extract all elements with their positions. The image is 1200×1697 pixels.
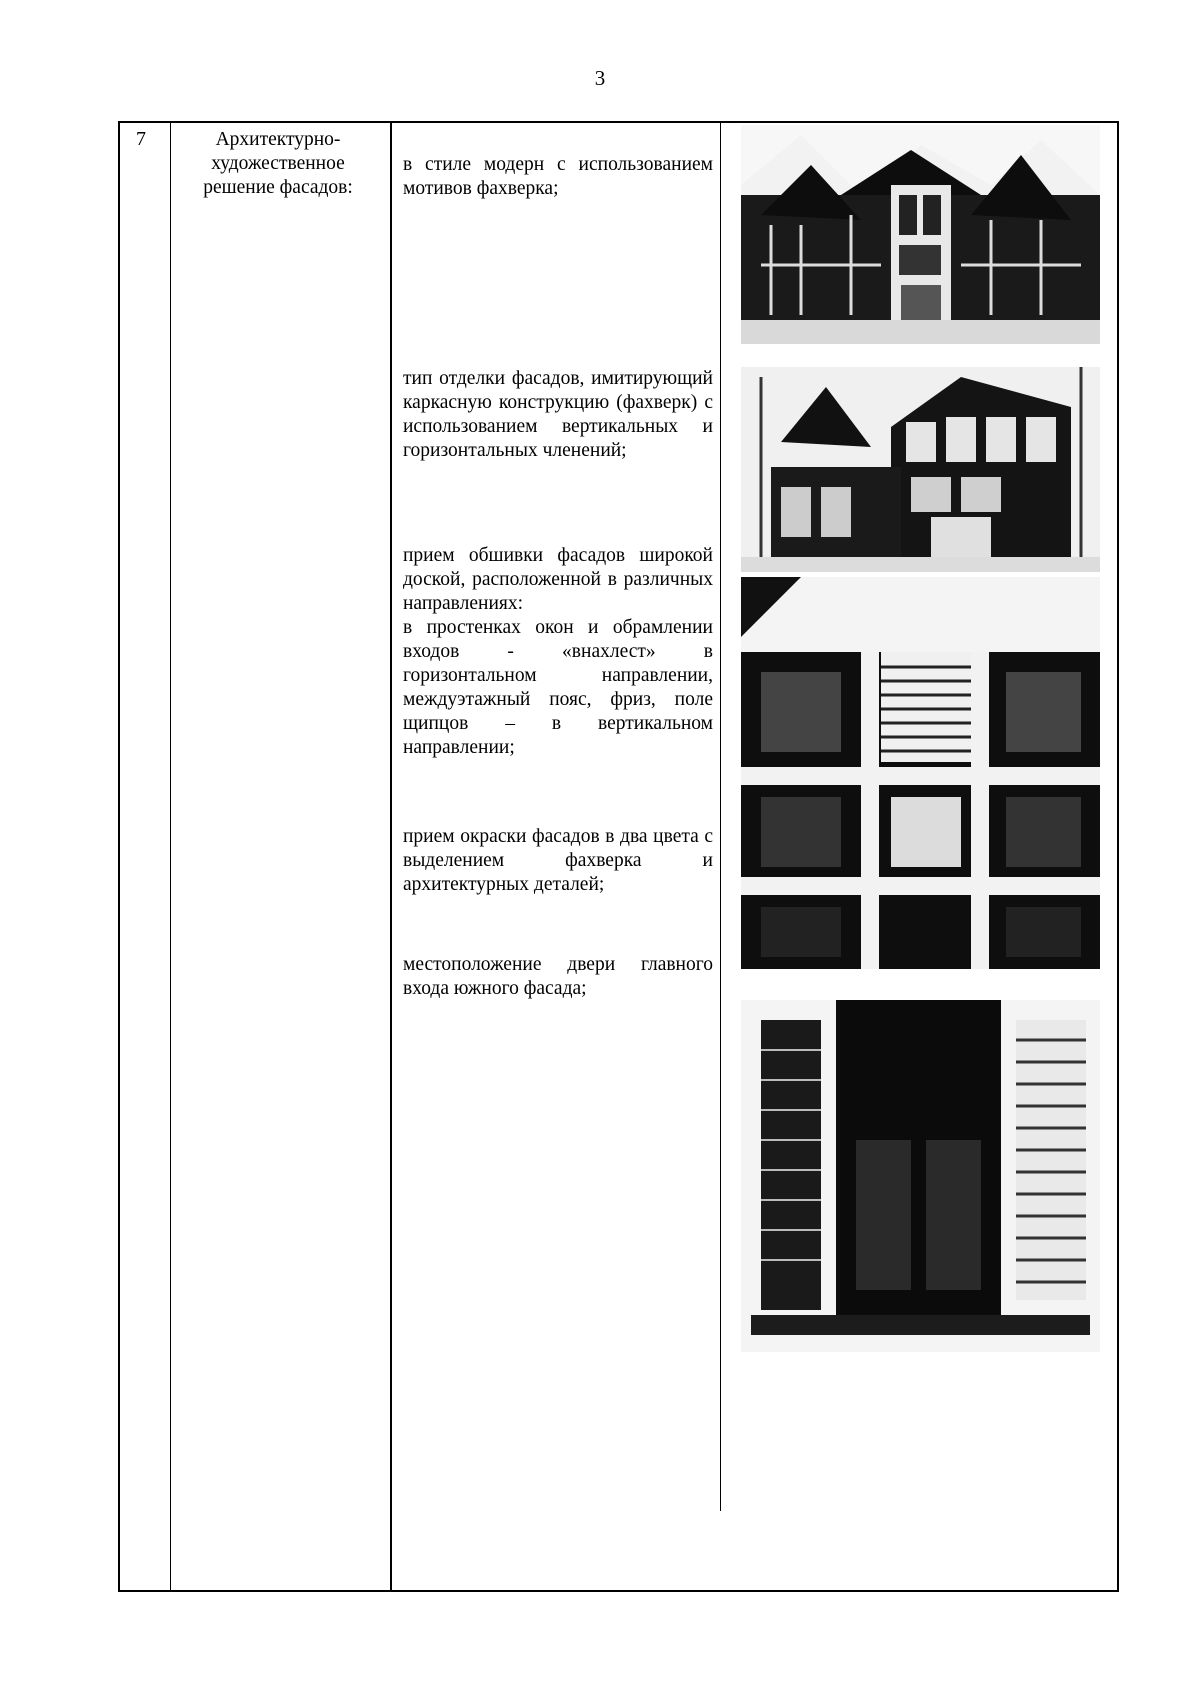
facade-cladding-detail-photo [741, 577, 1100, 969]
table-border-top [118, 121, 1119, 123]
table-border-bottom [118, 1590, 1119, 1592]
page-number: 3 [594, 66, 606, 90]
row-name: Архитектурно-художественное решение фасадов: [203, 129, 353, 198]
description-text: тип отделки фасадов, имитирующий каркасную конструкцию (фахверк) с использованием вертикальных и горизонтальных членений; [403, 368, 713, 461]
table-divider-photo [720, 121, 721, 1511]
description-text: прием окраски фасадов в два цвета с выделением фахверка и архитектурных деталей; [403, 826, 713, 895]
description-text: в стиле модерн с использованием мотивов фахверка; [403, 154, 713, 199]
description-text: прием обшивки фасадов широкой доской, расположенной в различных направлениях: [403, 545, 713, 614]
house-side-facade-photo [741, 367, 1100, 572]
table-divider-name [390, 121, 392, 1592]
table-border-right [1117, 121, 1119, 1592]
house-facade-photo [741, 125, 1100, 344]
row-number: 7 [136, 128, 146, 150]
main-entrance-door-photo [741, 1000, 1100, 1352]
description-finish [403, 367, 713, 463]
description-door [403, 953, 713, 1001]
table-border-left [118, 121, 120, 1592]
description-text: местоположение двери главного входа южного фасада; [403, 954, 713, 999]
table-divider-num [170, 121, 171, 1592]
description-style [403, 153, 713, 201]
description-text: в простенках окон и обрамлении входов - «внахлест» в горизонтальном направлении, междуэтажный пояс, фриз, поле щипцов – в вертикальном направлении; [403, 617, 713, 758]
description-painting [403, 825, 713, 897]
description-cladding [403, 544, 713, 760]
